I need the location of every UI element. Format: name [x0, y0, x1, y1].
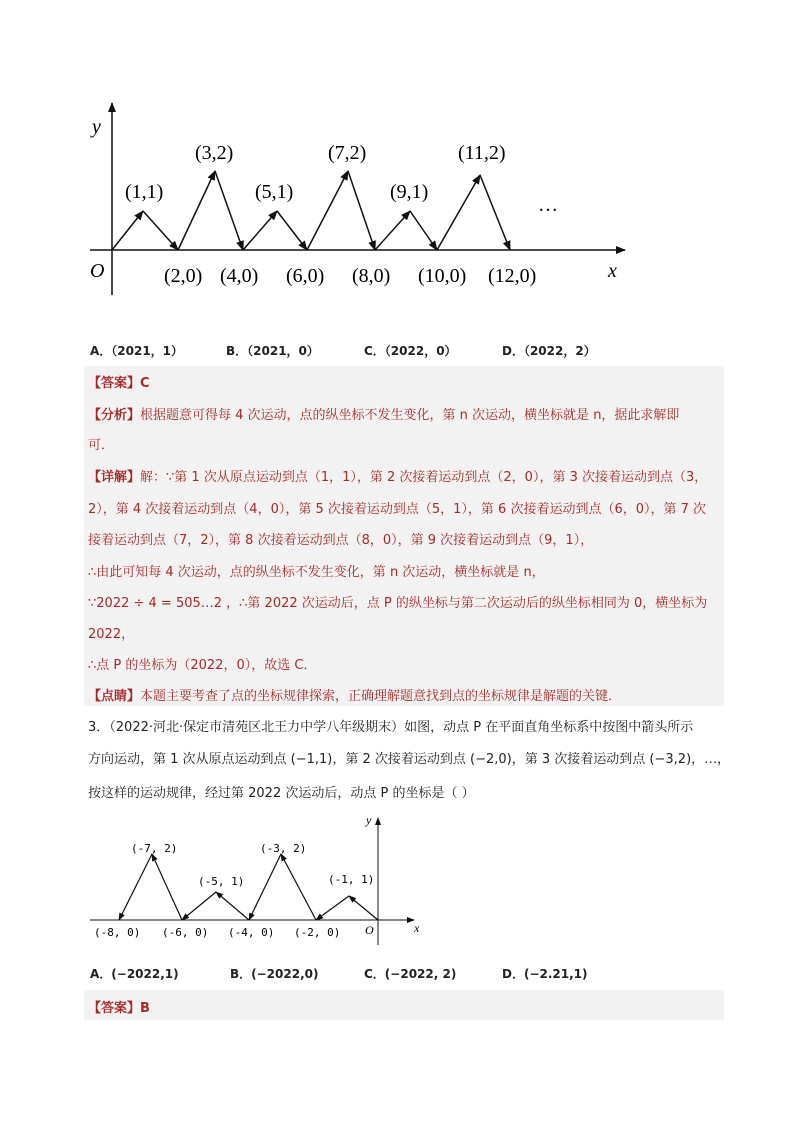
zigzag-path — [112, 171, 510, 250]
detail-text: 解：∵第 1 次从原点运动到点（1，1），第 2 次接着运动到点（2，0），第 3 次接着运动到点（3， — [140, 470, 708, 485]
point-label: (9,1) — [390, 181, 429, 203]
zigzag-path — [119, 854, 378, 920]
option-d[interactable]: D．(−2.21,1) — [502, 967, 588, 981]
answer-tag: 【答案】 — [88, 1001, 141, 1016]
x-axis-label: x — [608, 260, 617, 282]
option-a[interactable]: A．(−2022,1) — [90, 967, 179, 981]
option-c[interactable]: C．（2022，0） — [364, 344, 457, 358]
answer-line — [88, 997, 150, 1016]
origin-label: O — [365, 923, 374, 937]
question-3-line-3: 按这样的运动规律，经过第 2022 次运动后，动点 P 的坐标是（ ） — [88, 786, 475, 801]
point-label: (-3, 2) — [260, 842, 307, 855]
answer-value: B — [140, 1001, 150, 1016]
point-label: (4,0) — [220, 265, 259, 287]
option-b[interactable]: B．(−2022,0) — [230, 967, 319, 981]
point-label: (12,0) — [488, 265, 537, 287]
detail-line-5: ∵2022 ÷ 4 = 505…2 ，∴第 2022 次运动后，点 P 的纵坐标与第二次运动后的纵坐标相同为 0，横坐标为 — [88, 596, 708, 611]
tip-text: 本题主要考查了点的坐标规律探索，正确理解题意找到点的坐标规律是解题的关键． — [140, 689, 622, 704]
y-axis-label: y — [366, 813, 372, 827]
point-label: (-4, 0) — [228, 926, 275, 939]
analysis-line — [88, 404, 679, 423]
zigzag-figure-2 — [86, 812, 426, 947]
option-c[interactable]: C．(−2022, 2) — [364, 967, 457, 981]
point-label: (6,0) — [286, 265, 325, 287]
q3-options — [90, 965, 710, 983]
detail-tag: 【详解】 — [88, 470, 141, 485]
point-label: (-1, 1) — [328, 873, 375, 886]
tip-line — [88, 685, 621, 704]
option-a[interactable]: A．（2021，1） — [90, 344, 184, 358]
detail-line-3: 接着运动到点（7，2），第 8 次接着运动到点（8，0），第 9 次接着运动到点（9，1）， — [88, 533, 594, 548]
detail-line-6: 2022， — [88, 627, 135, 642]
detail-line — [88, 466, 707, 485]
point-label: (-6, 0) — [162, 926, 209, 939]
point-label: (10,0) — [418, 265, 467, 287]
ellipsis: … — [538, 194, 558, 216]
answer-line — [88, 372, 150, 391]
point-label: (3,2) — [195, 142, 234, 164]
analysis-text: 根据题意可得每 4 次运动，点的纵坐标不发生变化，第 n 次运动，横坐标就是 n，据此求解即 — [140, 408, 680, 423]
option-d[interactable]: D．（2022，2） — [502, 344, 596, 358]
q2-options — [90, 342, 710, 360]
point-label: (-5, 1) — [198, 875, 245, 888]
answer-tag: 【答案】 — [88, 376, 141, 391]
point-label: (1,1) — [125, 181, 164, 203]
point-label: (-2, 0) — [294, 926, 341, 939]
analysis-tag: 【分析】 — [88, 408, 141, 423]
y-axis-label: y — [92, 116, 101, 138]
point-label: (-7, 2) — [131, 842, 178, 855]
option-b[interactable]: B．（2021，0） — [226, 344, 319, 358]
question-3-line-1: 3．（2022·河北·保定市清苑区北王力中学八年级期末）如图，动点 P 在平面直角坐标系中按图中箭头所示 — [88, 720, 694, 735]
answer-value: C — [140, 376, 150, 391]
point-label: (8,0) — [352, 265, 391, 287]
tip-tag: 【点睛】 — [88, 689, 141, 704]
detail-line-7: ∴点 P 的坐标为（2022，0），故选 C． — [88, 658, 317, 673]
zigzag-figure-1 — [80, 95, 640, 295]
answer-box — [84, 990, 724, 1020]
point-label: (-8, 0) — [94, 926, 141, 939]
point-label: (11,2) — [458, 142, 506, 164]
origin-label: O — [90, 260, 105, 282]
analysis-line-2: 可． — [88, 438, 115, 453]
detail-line-4: ∴由此可知每 4 次运动，点的纵坐标不发生变化，第 n 次运动，横坐标就是 n， — [88, 565, 545, 580]
point-label: (5,1) — [255, 181, 294, 203]
x-axis-label: x — [414, 921, 420, 935]
question-3-line-2: 方向运动，第 1 次从原点运动到点 (−1,1)，第 2 次接着运动到点 (−2,0)，第 3 次接着运动到点 (−3,2)，…， — [88, 752, 731, 767]
detail-line-2: 2），第 4 次接着运动到点（4，0），第 5 次接着运动到点（5，1），第 6 次接着运动到点（6，0），第 7 次 — [88, 502, 707, 517]
point-label: (2,0) — [164, 265, 203, 287]
point-label: (7,2) — [328, 142, 367, 164]
